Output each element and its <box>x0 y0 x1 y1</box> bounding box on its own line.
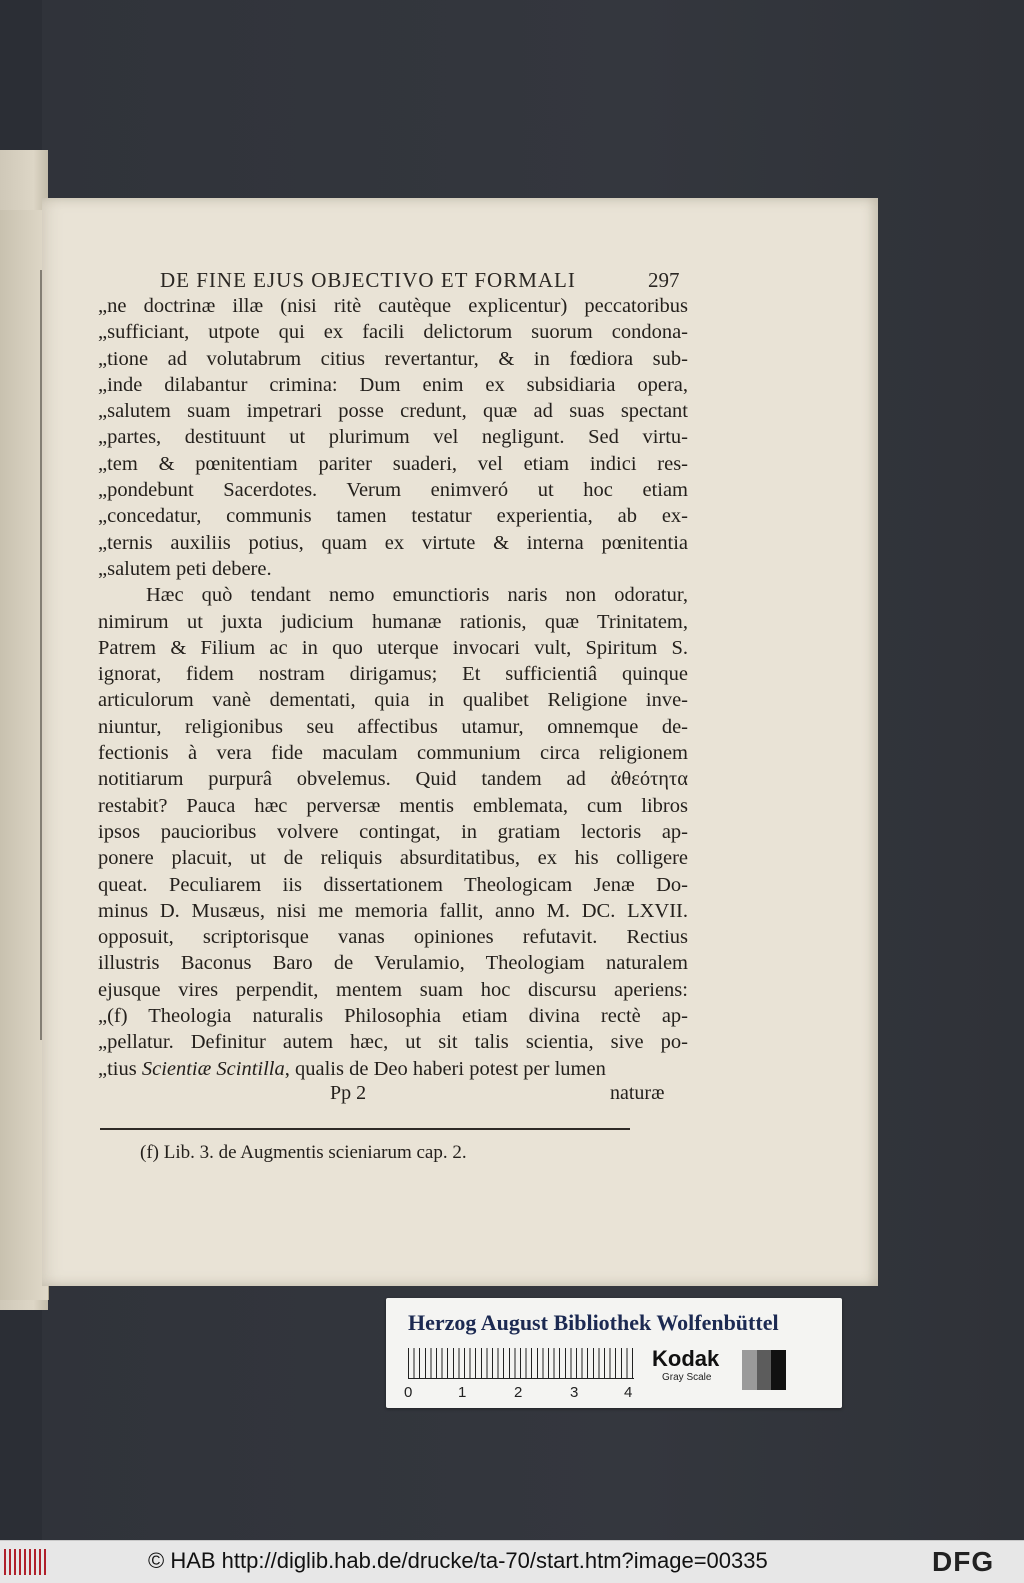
text-line: notitiarum purpurâ obvelemus. Quid tandem ad ἀθεότητα <box>98 768 688 791</box>
text-line: fectionis à vera fide maculam communium circa religionem <box>98 742 688 765</box>
text-fragment: „tius <box>98 1057 137 1080</box>
text-line: „salutem peti debere. <box>98 557 272 580</box>
gray-swatches <box>742 1350 786 1390</box>
body-text <box>98 293 688 1082</box>
footer-bar <box>0 1540 1024 1583</box>
text-line: „tem & pœnitentiam pariter suaderi, vel etiam indici res- <box>98 452 688 475</box>
swatch <box>757 1350 772 1390</box>
text-line: „ternis auxiliis potius, quam ex virtute & interna pœnitentia <box>98 531 688 554</box>
hab-logo-icon <box>4 1549 46 1575</box>
text-line: opposuit, scriptorisque vanas opiniones refutavit. Rectius <box>98 926 688 949</box>
text-line: „pondebunt Sacerdotes. Verum enimveró ut hoc etiam <box>98 479 688 502</box>
text-line: „inde dilabantur crimina: Dum enim ex subsidiaria opera, <box>98 373 688 396</box>
text-line: „ne doctrinæ illæ (nisi ritè cautèque explicentur) peccatoribus <box>98 295 688 317</box>
swatch <box>742 1350 757 1390</box>
text-line: „tione ad volutabrum citius revertantur, & in fœdiora sub- <box>98 347 688 370</box>
gutter-line <box>40 270 42 1040</box>
footer-credit-link[interactable]: © HAB http://diglib.hab.de/drucke/ta-70/start.htm?image=00335 <box>148 1548 768 1573</box>
catchword: naturæ <box>610 1082 665 1104</box>
swatch <box>771 1350 786 1390</box>
library-stamp <box>386 1298 842 1408</box>
footnote: (f) Lib. 3. de Augmentis scieniarum cap. 2. <box>140 1142 467 1163</box>
kodak-brand: Kodak <box>652 1346 720 1371</box>
text-line: minus D. Musæus, nisi me memoria fallit, anno M. DC. LXVII. <box>98 899 688 922</box>
text-line: illustris Baconus Baro de Verulamio, Theologiam naturalem <box>98 952 688 975</box>
text-line: queat. Peculiarem iis dissertationem Theologicam Jenæ Do- <box>98 873 688 896</box>
text-line: Hæc quò tendant nemo emunctioris naris non odoratur, <box>146 584 688 607</box>
text-line: „salutem suam impetrari posse credunt, quæ ad suas spectant <box>98 400 688 423</box>
ruler-digit: 2 <box>514 1384 523 1401</box>
text-line: Patrem & Filium ac in quo uterque invocari vult, Spiritum S. <box>98 636 688 659</box>
ruler-digit: 0 <box>404 1384 413 1401</box>
page-number: 297 <box>648 268 680 292</box>
text-fragment: , qualis de Deo haberi potest per lumen <box>284 1057 606 1080</box>
text-line: articulorum vanè dementati, quia in qualibet Religione inve- <box>98 689 688 712</box>
library-name: Herzog August Bibliothek Wolfenbüttel <box>408 1310 779 1335</box>
text-line: nimirum ut juxta judicium humanæ rationis, quæ Trinitatem, <box>98 610 688 633</box>
text-line: restabit? Pauca hæc perversæ mentis emblemata, cum libros <box>98 794 688 817</box>
text-line: ejusque vires perpendit, mentem suam hoc discursu aperiens: <box>98 978 688 1001</box>
ruler-digit: 3 <box>570 1384 579 1401</box>
ruler-digit: 1 <box>458 1384 467 1401</box>
text-line: „partes, destituunt ut plurimum vel negligunt. Sed virtu- <box>98 426 688 449</box>
ruler-digit: 4 <box>624 1384 633 1401</box>
ruler-scale <box>408 1348 634 1379</box>
text-line: „concedatur, communis tamen testatur experientia, ab ex- <box>98 505 688 528</box>
dfg-logo: DFG <box>932 1546 995 1577</box>
gray-scale-label: Gray Scale <box>662 1372 712 1383</box>
italic-term: Scientiæ Scintilla <box>141 1057 285 1080</box>
text-line: ignorat, fidem nostram dirigamus; Et sufficientiâ quinque <box>98 663 688 686</box>
text-line: ponere placuit, ut de reliquis absurditatibus, ex his colligere <box>98 847 688 870</box>
signature-mark: Pp 2 <box>330 1082 367 1104</box>
text-line-last <box>98 1056 688 1082</box>
text-line: niuntur, religionibus seu affectibus utamur, omnemque de- <box>98 715 688 738</box>
text-line: „sufficiant, utpote qui ex facili delictorum suorum condona- <box>98 321 688 344</box>
text-line: „pellatur. Definitur autem hæc, ut sit talis scientia, sive po- <box>98 1031 688 1054</box>
footnote-divider <box>100 1128 630 1130</box>
text-line: „(f) Theologia naturalis Philosophia etiam divina rectè ap- <box>98 1005 688 1028</box>
text-line: ipsos paucioribus volvere contingat, in gratiam lectoris ap- <box>98 820 688 843</box>
running-head: DE FINE EJUS OBJECTIVO ET FORMALI <box>160 268 576 292</box>
